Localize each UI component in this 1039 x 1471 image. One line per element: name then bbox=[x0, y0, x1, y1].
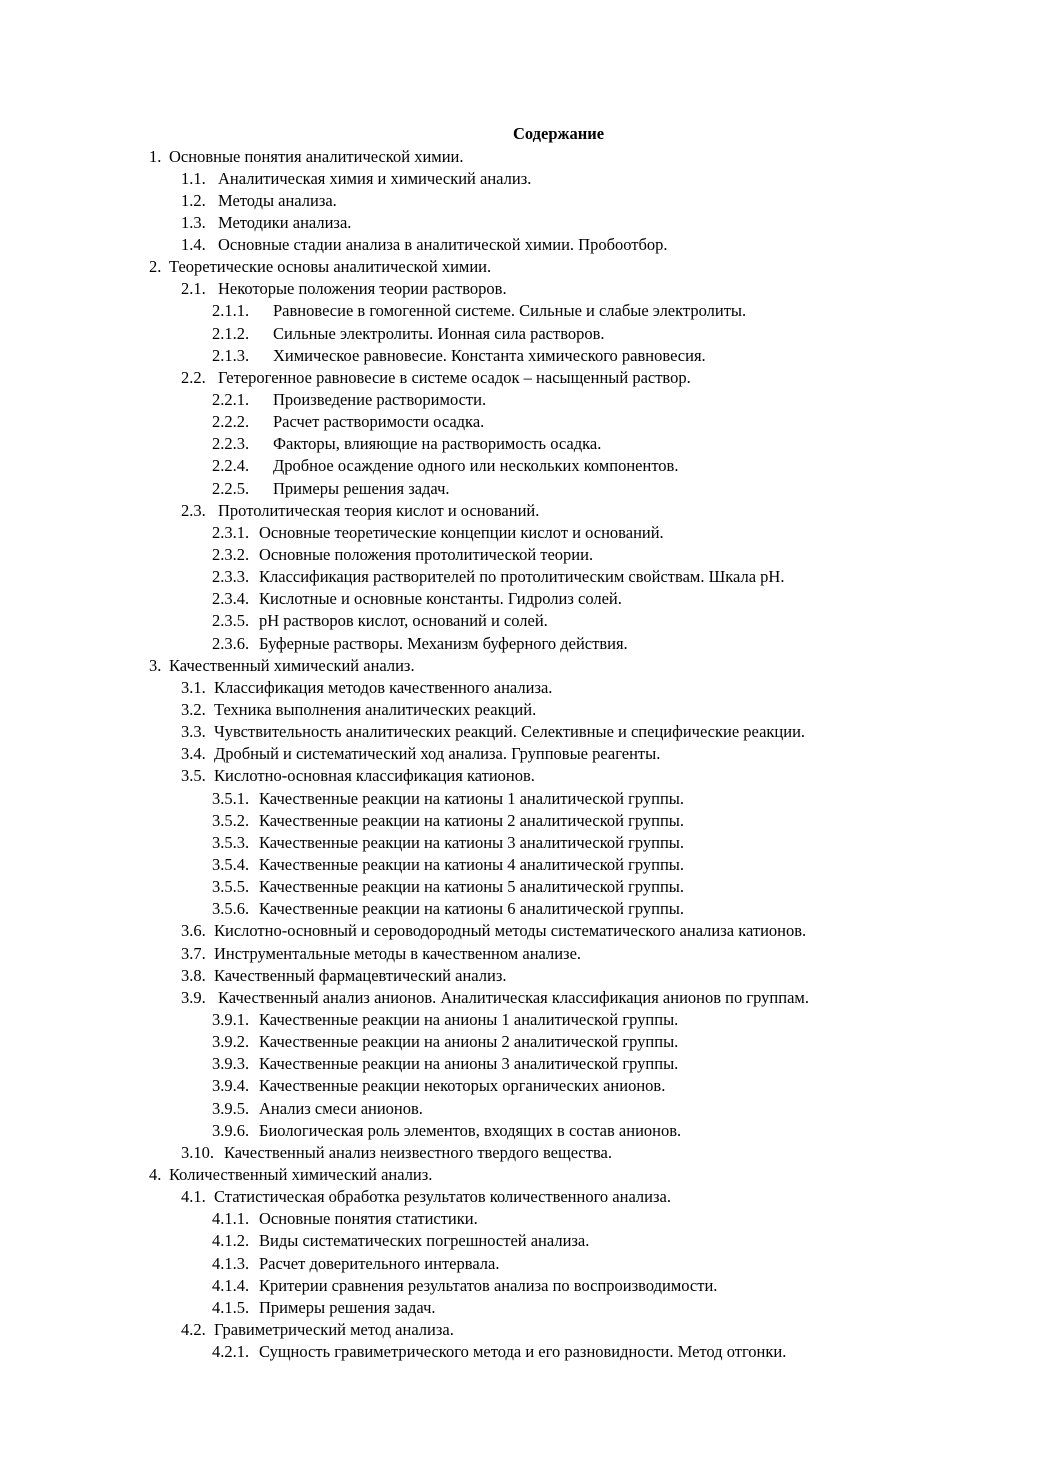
toc-entry-title: Качественные реакции на катионы 3 аналитической группы. bbox=[259, 832, 684, 852]
toc-entry-title: Классификация растворителей по протолитическим свойствам. Шкала pH. bbox=[259, 567, 785, 587]
toc-entry-number: 2.3. bbox=[181, 500, 206, 520]
toc-entry bbox=[0, 699, 809, 721]
toc-entry-title: Количественный химический анализ. bbox=[169, 1164, 433, 1184]
toc-entry bbox=[0, 411, 809, 433]
toc-entry-number: 2.3.2. bbox=[212, 545, 250, 565]
toc-entry bbox=[0, 146, 809, 168]
toc-entry-number: 1.2. bbox=[181, 190, 206, 210]
toc-entry-title: Гетерогенное равновесие в системе осадок – насыщенный раствор. bbox=[218, 367, 691, 387]
toc-entry-number: 3.5.5. bbox=[212, 877, 250, 897]
toc-entry-number: 2.2.4. bbox=[212, 456, 250, 476]
toc-entry bbox=[0, 1009, 809, 1031]
toc-entry-number: 2.1.2. bbox=[212, 323, 250, 343]
toc-entry bbox=[0, 1120, 809, 1142]
toc-entry bbox=[0, 522, 809, 544]
toc-entry bbox=[0, 389, 809, 411]
toc-entry-title: Дробное осаждение одного или нескольких компонентов. bbox=[273, 456, 679, 476]
page-title: Содержание bbox=[512, 124, 605, 143]
toc-entry-title: Произведение растворимости. bbox=[273, 390, 487, 410]
toc-entry-title: Примеры решения задач. bbox=[259, 1297, 436, 1317]
toc-entry-title: Биологическая роль элементов, входящих в состав анионов. bbox=[259, 1120, 682, 1140]
toc-entry bbox=[0, 566, 809, 588]
toc-entry-title: Химическое равновесие. Константа химического равновесия. bbox=[273, 345, 706, 365]
toc-entry-number: 3.7. bbox=[181, 943, 206, 963]
toc-entry-title: Основные стадии анализа в аналитической химии. Пробоотбор. bbox=[218, 235, 668, 255]
toc-entry bbox=[0, 721, 809, 743]
toc-entry-number: 1.4. bbox=[181, 235, 206, 255]
toc-entry-number: 2.1. bbox=[181, 279, 206, 299]
toc-entry-number: 3.1. bbox=[181, 677, 206, 697]
toc-entry bbox=[0, 478, 809, 500]
toc-entry-number: 3.9.3. bbox=[212, 1054, 250, 1074]
toc-entry bbox=[0, 256, 809, 278]
toc-entry-number: 3.5. bbox=[181, 766, 206, 786]
toc-entry-number: 4.1.5. bbox=[212, 1297, 250, 1317]
toc-entry bbox=[0, 1142, 809, 1164]
toc-entry bbox=[0, 1230, 809, 1252]
toc-entry bbox=[0, 854, 809, 876]
toc-entry bbox=[0, 345, 809, 367]
toc-entry-title: Качественные реакции на анионы 1 аналитической группы. bbox=[259, 1009, 679, 1029]
toc-entry-number: 3.9.5. bbox=[212, 1098, 250, 1118]
toc-entry-number: 2.2.3. bbox=[212, 434, 250, 454]
toc-entry-title: Чувствительность аналитических реакций. Селективные и специфические реакции. bbox=[214, 722, 806, 742]
toc-entry-title: Анализ смеси анионов. bbox=[259, 1098, 423, 1118]
toc-entry-title: Методики анализа. bbox=[218, 212, 352, 232]
toc-entry bbox=[0, 832, 809, 854]
toc-entry-number: 4. bbox=[149, 1164, 162, 1184]
table-of-contents bbox=[0, 146, 809, 1364]
toc-entry-title: Равновесие в гомогенной системе. Сильные и слабые электролиты. bbox=[273, 301, 747, 321]
toc-entry-number: 2.2.1. bbox=[212, 390, 250, 410]
toc-entry-number: 2.3.6. bbox=[212, 633, 250, 653]
toc-entry bbox=[0, 588, 809, 610]
toc-entry-number: 3.3. bbox=[181, 722, 206, 742]
toc-entry-title: Основные положения протолитической теории. bbox=[259, 545, 594, 565]
toc-entry-number: 3.9.2. bbox=[212, 1032, 250, 1052]
toc-entry-title: Инструментальные методы в качественном анализе. bbox=[214, 943, 582, 963]
toc-entry bbox=[0, 455, 809, 477]
toc-entry-number: 2.3.4. bbox=[212, 589, 250, 609]
toc-entry bbox=[0, 898, 809, 920]
toc-entry-number: 3.9.6. bbox=[212, 1120, 250, 1140]
toc-entry-title: Расчет доверительного интервала. bbox=[259, 1253, 500, 1273]
toc-entry-number: 2.1.1. bbox=[212, 301, 250, 321]
toc-entry bbox=[0, 234, 809, 256]
toc-entry-title: Протолитическая теория кислот и оснований. bbox=[218, 500, 540, 520]
toc-entry bbox=[0, 876, 809, 898]
toc-entry-number: 4.1.1. bbox=[212, 1209, 250, 1229]
toc-entry-title: Основные понятия статистики. bbox=[259, 1209, 478, 1229]
toc-entry-number: 3.5.1. bbox=[212, 788, 250, 808]
toc-entry-number: 3.9.4. bbox=[212, 1076, 250, 1096]
toc-entry-number: 1.1. bbox=[181, 168, 206, 188]
toc-entry-number: 3.5.3. bbox=[212, 832, 250, 852]
toc-entry bbox=[0, 610, 809, 632]
toc-entry bbox=[0, 743, 809, 765]
toc-entry bbox=[0, 1319, 809, 1341]
toc-entry bbox=[0, 788, 809, 810]
toc-entry-title: Качественные реакции на катионы 4 аналитической группы. bbox=[259, 855, 684, 874]
toc-entry bbox=[0, 1297, 809, 1319]
toc-entry bbox=[0, 633, 809, 655]
toc-entry-number: 1.3. bbox=[181, 212, 206, 232]
toc-entry-title: Качественные реакции на катионы 2 аналитической группы. bbox=[259, 810, 684, 830]
toc-entry bbox=[0, 965, 809, 987]
toc-entry-number: 3.8. bbox=[181, 965, 206, 985]
toc-entry bbox=[0, 943, 809, 965]
toc-entry bbox=[0, 168, 809, 190]
toc-entry-title: Качественный анализ неизвестного твердого вещества. bbox=[224, 1142, 612, 1162]
toc-entry-number: 2. bbox=[149, 257, 162, 277]
toc-entry-title: Кислотные и основные константы. Гидролиз солей. bbox=[259, 589, 622, 609]
toc-entry bbox=[0, 1164, 809, 1186]
toc-entry-number: 4.1.4. bbox=[212, 1275, 250, 1295]
toc-entry bbox=[0, 300, 809, 322]
toc-entry-number: 4.1.3. bbox=[212, 1253, 250, 1273]
toc-entry-title: Методы анализа. bbox=[218, 190, 337, 210]
toc-entry bbox=[0, 1341, 809, 1363]
toc-entry-number: 3.9. bbox=[181, 987, 206, 1007]
toc-entry-number: 3.5.4. bbox=[212, 855, 250, 874]
toc-entry bbox=[0, 1275, 809, 1297]
toc-entry bbox=[0, 1098, 809, 1120]
toc-entry-title: Кислотно-основный и сероводородный методы систематического анализа катионов. bbox=[214, 921, 807, 941]
toc-entry-title: Качественные реакции на катионы 6 аналитической группы. bbox=[259, 899, 684, 919]
toc-entry bbox=[0, 1031, 809, 1053]
toc-entry-title: Качественный химический анализ. bbox=[169, 655, 415, 675]
toc-entry-title: Кислотно-основная классификация катионов. bbox=[214, 766, 535, 786]
toc-entry-number: 2.1.3. bbox=[212, 345, 250, 365]
toc-entry-title: Качественные реакции на анионы 3 аналитической группы. bbox=[259, 1054, 679, 1074]
toc-entry bbox=[0, 212, 809, 234]
toc-entry-title: Буферные растворы. Механизм буферного действия. bbox=[259, 633, 628, 653]
toc-entry bbox=[0, 987, 809, 1009]
toc-entry-title: Примеры решения задач. bbox=[273, 478, 450, 498]
toc-entry-title: Статистическая обработка результатов количественного анализа. bbox=[214, 1187, 671, 1207]
toc-entry-title: Дробный и систематический ход анализа. Групповые реагенты. bbox=[214, 744, 661, 764]
toc-entry-number: 3.4. bbox=[181, 744, 206, 764]
toc-entry-title: Некоторые положения теории растворов. bbox=[218, 279, 507, 299]
toc-entry bbox=[0, 765, 809, 787]
toc-entry-number: 2.2.2. bbox=[212, 412, 250, 432]
toc-entry bbox=[0, 433, 809, 455]
toc-entry-title: Расчет растворимости осадка. bbox=[273, 412, 485, 432]
toc-entry bbox=[0, 1075, 809, 1097]
toc-entry-number: 4.1. bbox=[181, 1187, 206, 1207]
toc-entry bbox=[0, 544, 809, 566]
toc-entry bbox=[0, 1053, 809, 1075]
toc-entry-title: Критерии сравнения результатов анализа по воспроизводимости. bbox=[259, 1275, 718, 1295]
toc-entry-number: 2.3.1. bbox=[212, 522, 250, 542]
toc-entry-number: 3. bbox=[149, 655, 162, 675]
toc-entry-title: Факторы, влияющие на растворимость осадка. bbox=[273, 434, 602, 454]
toc-entry-number: 3.6. bbox=[181, 921, 206, 941]
toc-entry-title: Качественные реакции на катионы 1 аналитической группы. bbox=[259, 788, 684, 808]
toc-entry-number: 2.2. bbox=[181, 367, 206, 387]
toc-entry bbox=[0, 323, 809, 345]
toc-entry-number: 4.2.1. bbox=[212, 1342, 250, 1362]
toc-entry-number: 3.5.6. bbox=[212, 899, 250, 919]
toc-entry-title: Аналитическая химия и химический анализ. bbox=[218, 168, 532, 188]
toc-entry-title: Основные понятия аналитической химии. bbox=[169, 146, 464, 166]
toc-entry bbox=[0, 1253, 809, 1275]
toc-entry bbox=[0, 1186, 809, 1208]
toc-entry bbox=[0, 810, 809, 832]
toc-entry-title: Основные теоретические концепции кислот и оснований. bbox=[259, 522, 664, 542]
toc-entry-number: 3.5.2. bbox=[212, 810, 250, 830]
toc-entry-number: 3.10. bbox=[181, 1142, 214, 1162]
toc-entry-title: Качественные реакции на катионы 5 аналитической группы. bbox=[259, 877, 684, 897]
toc-entry-title: Качественные реакции на анионы 2 аналитической группы. bbox=[259, 1032, 679, 1052]
toc-entry-title: Теоретические основы аналитической химии. bbox=[169, 257, 492, 277]
toc-entry bbox=[0, 920, 809, 942]
toc-entry-title: Качественный фармацевтический анализ. bbox=[214, 965, 507, 985]
toc-entry-number: 3.2. bbox=[181, 700, 206, 720]
toc-entry-number: 2.3.3. bbox=[212, 567, 250, 587]
toc-entry-title: Качественные реакции некоторых органических анионов. bbox=[259, 1076, 666, 1096]
toc-entry bbox=[0, 677, 809, 699]
toc-entry-number: 4.2. bbox=[181, 1319, 206, 1339]
toc-entry-title: Сущность гравиметрического метода и его разновидности. Метод отгонки. bbox=[259, 1342, 787, 1362]
toc-entry-title: Гравиметрический метод анализа. bbox=[214, 1319, 454, 1339]
toc-entry-title: Сильные электролиты. Ионная сила растворов. bbox=[273, 323, 605, 343]
toc-entry bbox=[0, 190, 809, 212]
toc-entry-title: Техника выполнения аналитических реакций. bbox=[214, 700, 537, 720]
toc-entry bbox=[0, 500, 809, 522]
toc-entry-number: 2.2.5. bbox=[212, 478, 250, 498]
toc-entry bbox=[0, 367, 809, 389]
toc-entry-title: Виды систематических погрешностей анализа. bbox=[259, 1231, 590, 1251]
toc-entry-title: pH растворов кислот, оснований и солей. bbox=[259, 611, 548, 631]
toc-entry-title: Классификация методов качественного анализа. bbox=[214, 677, 553, 697]
toc-entry bbox=[0, 655, 809, 677]
toc-entry-title: Качественный анализ анионов. Аналитическая классификация анионов по группам. bbox=[218, 987, 809, 1007]
toc-entry-number: 2.3.5. bbox=[212, 611, 250, 631]
toc-entry-number: 4.1.2. bbox=[212, 1231, 250, 1251]
toc-entry bbox=[0, 278, 809, 300]
toc-entry-number: 1. bbox=[149, 146, 162, 166]
toc-entry-number: 3.9.1. bbox=[212, 1009, 250, 1029]
toc-entry bbox=[0, 1208, 809, 1230]
